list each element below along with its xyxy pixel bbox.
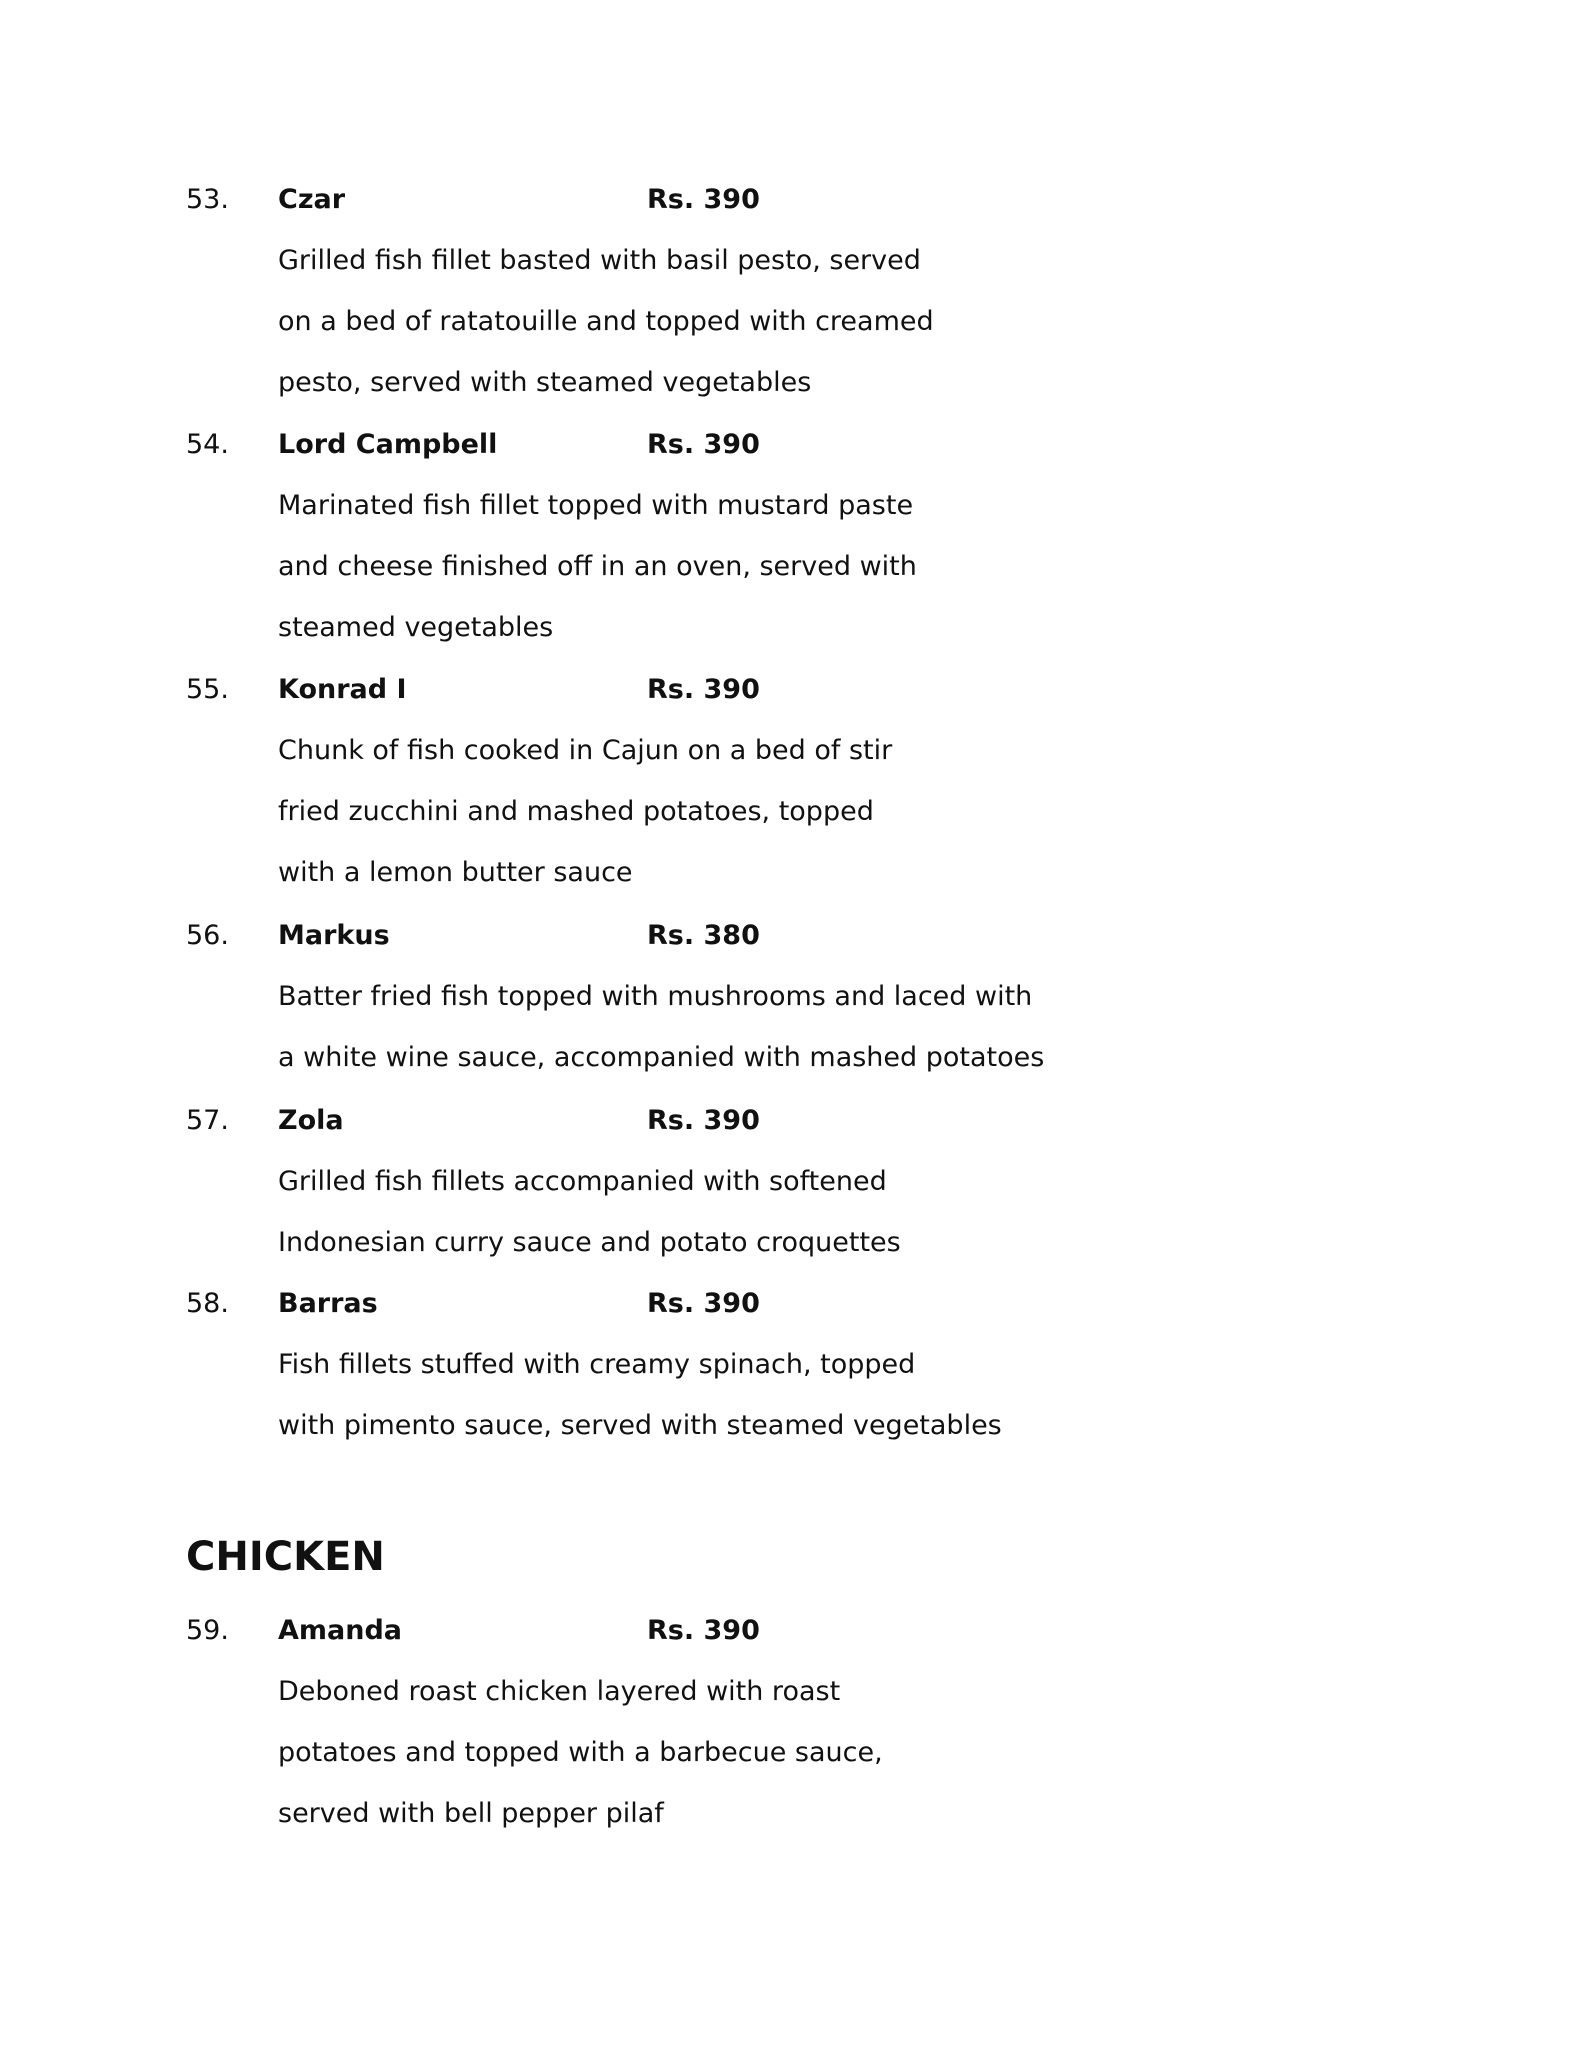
description-line: fried zucchini and mashed potatoes, topped [278,796,874,827]
description-line: steamed vegetables [278,612,554,643]
item-description [278,1345,1582,1446]
item-name: Zola [278,1105,344,1136]
item-number: 53. [186,184,229,215]
item-number: 55. [186,674,229,705]
description-line: Grilled fish fillets accompanied with softened [278,1166,887,1197]
description-line: served with bell pepper pilaf [278,1798,664,1829]
description-line: pesto, served with steamed vegetables [278,367,812,398]
item-name: Czar [278,184,346,215]
description-line: potatoes and topped with a barbecue sauce, [278,1737,883,1768]
menu-item [0,425,1582,648]
menu-item [0,670,1582,893]
item-number: 58. [186,1288,229,1319]
menu-item-header [0,180,1582,220]
item-price: Rs. 380 [647,920,760,951]
item-number: 54. [186,429,229,460]
item-description [278,1162,1582,1263]
description-line: with pimento sauce, served with steamed vegetables [278,1410,1002,1441]
item-number: 57. [186,1105,229,1136]
item-name: Markus [278,920,390,951]
menu-item-header [0,670,1582,710]
item-description [278,731,1582,893]
item-description [278,241,1582,403]
menu-item [0,916,1582,1078]
item-description [278,977,1582,1078]
item-price: Rs. 390 [647,674,760,705]
item-name: Barras [278,1288,378,1319]
item-number: 59. [186,1615,229,1646]
description-line: on a bed of ratatouille and topped with creamed [278,306,934,337]
item-price: Rs. 390 [647,429,760,460]
item-description [278,1672,1582,1834]
item-price: Rs. 390 [647,184,760,215]
description-line: Batter fried fish topped with mushrooms and laced with [278,981,1033,1012]
description-line: with a lemon butter sauce [278,857,633,888]
description-line: Marinated fish fillet topped with mustard paste [278,490,914,521]
description-line: Indonesian curry sauce and potato croquettes [278,1227,901,1258]
menu-item-header [0,1284,1582,1324]
description-line: Deboned roast chicken layered with roast [278,1676,841,1707]
menu-item [0,1284,1582,1446]
menu-item [0,180,1582,403]
menu-item [0,1101,1582,1263]
item-name: Lord Campbell [278,429,498,460]
menu-item-header [0,1611,1582,1651]
menu-item-header [0,1101,1582,1141]
description-line: a white wine sauce, accompanied with mashed potatoes [278,1042,1045,1073]
item-description [278,486,1582,648]
item-price: Rs. 390 [647,1615,760,1646]
menu-item-header [0,916,1582,956]
description-line: Chunk of fish cooked in Cajun on a bed of stir [278,735,893,766]
menu-item [0,1611,1582,1834]
section-title: CHICKEN [186,1534,385,1580]
item-number: 56. [186,920,229,951]
menu-item-header [0,425,1582,465]
description-line: and cheese finished off in an oven, served with [278,551,917,582]
description-line: Grilled fish fillet basted with basil pesto, served [278,245,921,276]
description-line: Fish fillets stuffed with creamy spinach, topped [278,1349,916,1380]
item-price: Rs. 390 [647,1105,760,1136]
item-price: Rs. 390 [647,1288,760,1319]
item-name: Konrad I [278,674,407,705]
item-name: Amanda [278,1615,403,1646]
